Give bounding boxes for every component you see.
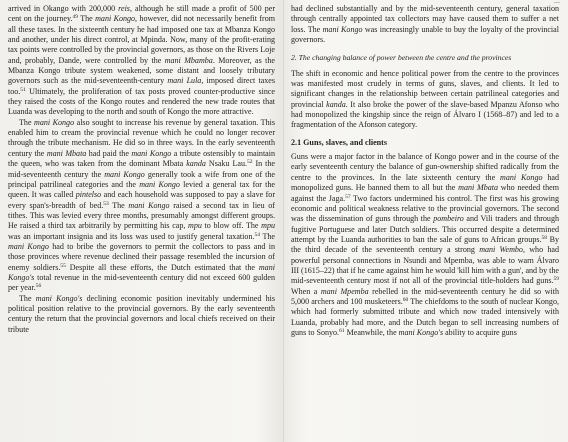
left-page-text xyxy=(8,4,275,335)
paragraph: arrived in Okango with 200,000 reis, although he still made a profit of 500 per cent on the journey.$^{49}$ The mani Kongo, however, did not necessarily benefit from all these taxes. In the sixteenth century he had imposed one tax at Mbanza Kongo and another, under his direct control, at Mpinda. Now, many of the profit-erating tax points were controlled by the provincial governors, as those on the Rivers Loje and, probably, Dande, were controlled by the mani Mbamba. Moreover, as the Mbanza Kongo tribute system weakened, some distant and loosely tributary governors such as the mid-seventeenth-century mani Lula, imposed direct taxes too.$^{51}$ Ultimately, the proliferation of tax posts proved counter-productive since they raised the costs of the Kongo routes and rendered the new trade routes that Luanda was developing to the north and south of Kongo the more attractive. xyxy=(8,4,276,117)
page-corner-mark: — xyxy=(554,0,560,6)
right-page-text xyxy=(291,4,559,338)
subsection-heading: 2.1 Guns, slaves, and clients xyxy=(291,137,388,147)
paragraph: The mani Kongo also sought to increase his revenue by general taxation. This enabled him to cream the provincial revenue which he could no longer recover through the tribute mechanism. He did so in three ways. In the early seventeenth century the mani Mbata had paid the mani Kongo a tribute ostensibly to maintain the queen, who was taken from the dominant Mbata kanda Nsaku Lau.$^{52}$ In the mid-seventeenth century the mani Kongo generally took a wife from one of the principal patrilineal categories and the mani Kongo levied a general tax for the queen. It was called pintelso and each household was supposed to pay a slave for every span's-breadth of bed.$^{53}$ The mani Kongo raised a second tax in lieu of tithes. This was levied every three months, presumably amongst different groups. He raised a third tax arbitrarily by permitting his cap, mpu to blow off. The mpu was an important insignia and its loss was used to justify general taxation.$^{54}$ The mani Kongo had to bribe the governors to permit the collectors to pass and in those provinces where revenue declined their passage resembled the incursion of enemy soldiers.$^{55}$ Despite all these efforts, the Dutch estimated that the mani Kongo's total revenue in the mid-seventeenth century did not exceed 600 gulden per year.$^{56}$ xyxy=(8,117,276,293)
paragraph: Guns were a major factor in the balance of Kongo power and in the course of the early seventeenth century the balance of gun-ownership shifted radically from the centre to the provinces. In the late sixteenth century the mani Kongo had monopolized guns. He banned them to all but the mani Mbata who needed them against the Jaga.$^{57}$ Two factors undermined his control. The first was his growing economic and political weakness relative to the provincial governors. The second was the dissemination of guns through the pombeiro and Vili traders and through fugitive Portuguese and later Dutch soldiers. This occurred despite a determined attempt by the Luanda authorities to ban the sale of guns to African groups.$^{58}$ By the third decade of the seventeenth century a strong mani Wembo, who had powerful personal connections in Nsundi and Mpemba, was able to warn Álvaro III (1615–22) that if he came against him he would 'kill him with a gun', and by the mid-seventeenth century most if not all of the provincial title-holders had guns.$^{59}$ When a mani Mpemba rebelled in the mid-seventeenth century he did so with 5,000 archers and 100 musketeers.$^{60}$ The chiefdoms to the south of nuclear Kongo, which had formerly submitted tribute and which now traded intensively with Luanda, probably had more, and the Dutch began to sell increasing numbers of guns to Sonyo.$^{61}$ Meanwhile, the mani Kongo's ability to acquire guns xyxy=(291,152,560,337)
section-heading: 2. The changing balance of power between the centre and the provinces xyxy=(291,53,512,63)
gutter xyxy=(283,0,284,442)
paragraph: The mani Kongo's declining economic position inevitably undermined his political position relative to the provincial governors. By the early seventeenth century the return that the provincial governors and local chiefs received on their tribute xyxy=(8,293,276,334)
paragraph: The shift in economic and hence political power from the centre to the provinces was manifested most crudely in terms of guns, slaves, and clients. It led to significant changes in the relationship between certain patrilineal categories and provincial kanda. It also broke the power of the slave-based Mpanzu Afonso who had monopolized the kingship since the reign of Álvaro I (1568–87) and led to a fragmentation of the Afonson category. xyxy=(291,68,559,130)
paragraph: had declined substantially and by the mid-seventeenth century, general taxation through centrally appointed tax collectors may have caused them to suffer a net loss. The mani Kongo was increasingly unable to buy the loyalty of the provincial governors. xyxy=(291,4,559,45)
